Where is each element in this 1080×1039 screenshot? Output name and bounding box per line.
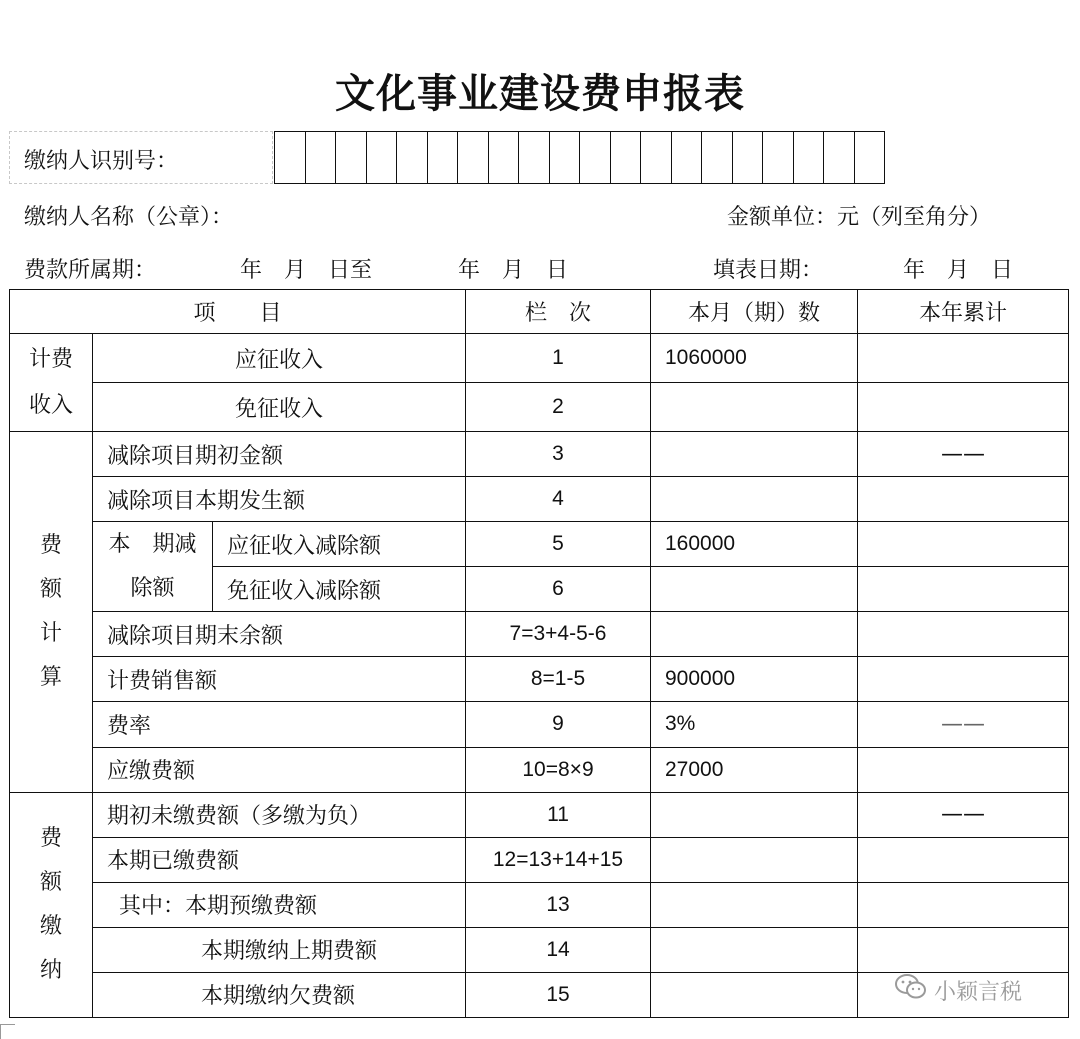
row-current-value[interactable]: [651, 567, 858, 612]
row-line: 13: [466, 882, 651, 927]
declaration-table: [9, 289, 1069, 1018]
row-label: 减除项目期初金额: [93, 432, 466, 477]
section-income: [10, 334, 93, 432]
table-row: [10, 383, 1069, 432]
row-line: 15: [466, 972, 651, 1017]
period-label: 费款所属期：: [24, 258, 157, 283]
row-current-value[interactable]: 160000: [651, 522, 858, 567]
corner-mark: [0, 1024, 15, 1039]
row-line: 8=1-5: [466, 657, 651, 702]
id-digit-cell[interactable]: [489, 132, 520, 183]
id-digit-cell[interactable]: [672, 132, 703, 183]
row-line: 10=8×9: [466, 747, 651, 792]
form-title: 文化事业建设费申报表: [335, 70, 745, 117]
row-line: 9: [466, 702, 651, 747]
col-header-current: 本月（期）数: [651, 290, 858, 334]
id-digit-cell[interactable]: [428, 132, 459, 183]
row-ytd-value[interactable]: [858, 383, 1069, 432]
row-current-value[interactable]: [651, 432, 858, 477]
row-ytd-value[interactable]: ——: [858, 702, 1069, 747]
row-line: 4: [466, 477, 651, 522]
id-digit-cell[interactable]: [275, 132, 306, 183]
table-row: [10, 927, 1069, 972]
row-label: 本期缴纳上期费额: [93, 927, 466, 972]
id-digit-cell[interactable]: [550, 132, 581, 183]
row-ytd-value[interactable]: [858, 747, 1069, 792]
table-row: [10, 792, 1069, 837]
table-row: [10, 837, 1069, 882]
col-header-ytd: 本年累计: [858, 290, 1069, 334]
row-label: 减除项目本期发生额: [93, 477, 466, 522]
section-income-label: 计费收入: [29, 346, 74, 418]
row-line: 2: [466, 383, 651, 432]
row-ytd-value[interactable]: ——: [858, 432, 1069, 477]
row-current-value[interactable]: [651, 837, 858, 882]
row-line: 12=13+14+15: [466, 837, 651, 882]
header-row: [10, 290, 1069, 334]
id-digit-cell[interactable]: [733, 132, 764, 183]
section-pay-label: 费额缴纳: [40, 825, 63, 983]
id-digit-cell[interactable]: [306, 132, 337, 183]
section-calc-label: 费额计算: [40, 532, 63, 690]
row-current-value[interactable]: [651, 383, 858, 432]
row-label: 期初未缴费额（多缴为负）: [93, 792, 466, 837]
row-current-value[interactable]: 27000: [651, 747, 858, 792]
id-digit-cell[interactable]: [397, 132, 428, 183]
row-line: 1: [466, 334, 651, 383]
row-line: 6: [466, 567, 651, 612]
id-digit-cell[interactable]: [702, 132, 733, 183]
row-current-value[interactable]: [651, 882, 858, 927]
table-row: [10, 477, 1069, 522]
row-label: 本期已缴费额: [93, 837, 466, 882]
id-digit-cell[interactable]: [580, 132, 611, 183]
row-label: 免征收入减除额: [213, 567, 466, 612]
id-digit-cell[interactable]: [641, 132, 672, 183]
row-label: 费率: [93, 702, 466, 747]
row-ytd-value[interactable]: [858, 657, 1069, 702]
id-digit-cell[interactable]: [855, 132, 886, 183]
fill-date-label: 填表日期：: [713, 258, 824, 283]
deduction-group: [93, 522, 213, 612]
row-label: 应征收入减除额: [213, 522, 466, 567]
watermark-text: 小颖言税: [934, 979, 1023, 1005]
row-label: 应征收入: [93, 334, 466, 383]
table-row: [10, 522, 1069, 567]
row-current-value[interactable]: 3%: [651, 702, 858, 747]
row-ytd-value[interactable]: [858, 334, 1069, 383]
row-line: 3: [466, 432, 651, 477]
row-label: 应缴费额: [93, 747, 466, 792]
period-to[interactable]: 年 月 日: [458, 258, 569, 283]
row-current-value[interactable]: [651, 477, 858, 522]
row-label: 免征收入: [93, 383, 466, 432]
fill-date[interactable]: 年 月 日: [903, 258, 1014, 283]
row-current-value[interactable]: 1060000: [651, 334, 858, 383]
wechat-icon: [894, 973, 928, 1007]
table-row: [10, 612, 1069, 657]
id-digit-cell[interactable]: [763, 132, 794, 183]
table-row: [10, 657, 1069, 702]
col-header-line: 栏 次: [466, 290, 651, 334]
row-current-value[interactable]: [651, 792, 858, 837]
id-digit-cell[interactable]: [794, 132, 825, 183]
period-from[interactable]: 年 月 日至: [240, 258, 373, 283]
row-label: 其中：本期预缴费额: [93, 882, 466, 927]
id-digit-cell[interactable]: [458, 132, 489, 183]
row-label: 本期缴纳欠费额: [93, 972, 466, 1017]
row-current-value[interactable]: 900000: [651, 657, 858, 702]
row-line: 7=3+4-5-6: [466, 612, 651, 657]
row-line: 11: [466, 792, 651, 837]
col-header-item: 项 目: [10, 290, 466, 334]
watermark: [894, 973, 1022, 1007]
row-ytd-value[interactable]: [858, 882, 1069, 927]
row-current-value[interactable]: [651, 612, 858, 657]
row-line: 14: [466, 927, 651, 972]
row-ytd-value[interactable]: [858, 837, 1069, 882]
row-label: 减除项目期末余额: [93, 612, 466, 657]
row-current-value[interactable]: [651, 972, 858, 1017]
table-row: [10, 747, 1069, 792]
deduction-group-label: 本 期减除额: [108, 531, 197, 601]
row-current-value[interactable]: [651, 927, 858, 972]
table-row: [10, 882, 1069, 927]
row-ytd-value[interactable]: [858, 612, 1069, 657]
id-digit-cell[interactable]: [367, 132, 398, 183]
table-row: [10, 334, 1069, 383]
taxpayer-id-grid[interactable]: [274, 131, 885, 184]
amount-unit-note: 金额单位：元（列至角分）: [727, 205, 992, 230]
row-label: 计费销售额: [93, 657, 466, 702]
table-row: [10, 702, 1069, 747]
row-ytd-value[interactable]: [858, 567, 1069, 612]
taxpayer-name-label: 缴纳人名称（公章）：: [24, 205, 234, 230]
id-digit-cell[interactable]: [824, 132, 855, 183]
row-ytd-value[interactable]: [858, 522, 1069, 567]
row-ytd-value[interactable]: [858, 927, 1069, 972]
section-pay: [10, 792, 93, 1017]
id-digit-cell[interactable]: [519, 132, 550, 183]
taxpayer-id-label: 缴纳人识别号：: [24, 149, 179, 174]
row-line: 5: [466, 522, 651, 567]
table-row: [10, 432, 1069, 477]
id-digit-cell[interactable]: [336, 132, 367, 183]
row-ytd-value[interactable]: ——: [858, 792, 1069, 837]
row-ytd-value[interactable]: [858, 477, 1069, 522]
id-digit-cell[interactable]: [611, 132, 642, 183]
section-calc: [10, 432, 93, 792]
